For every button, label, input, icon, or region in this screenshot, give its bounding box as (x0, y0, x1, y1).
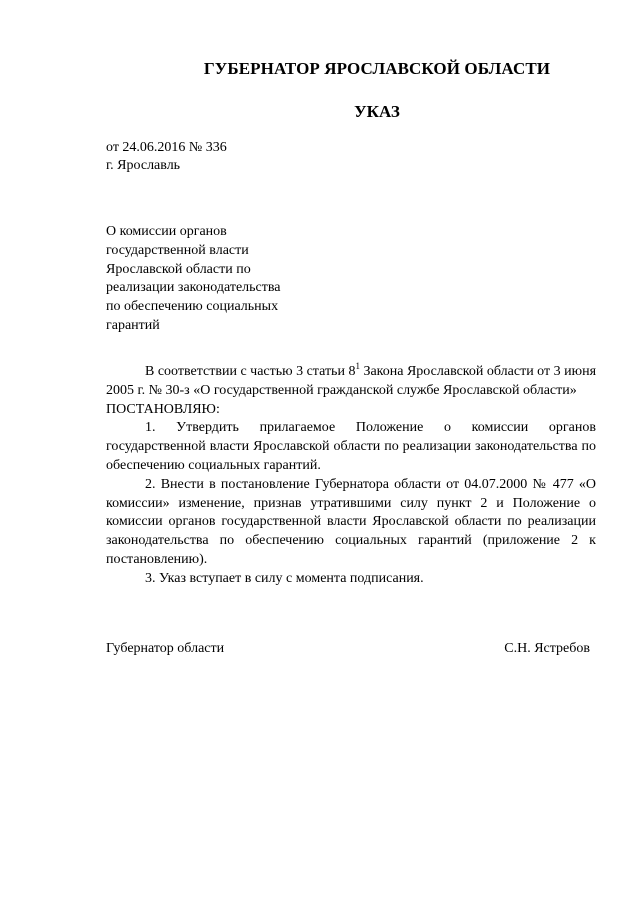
decree-item-1: 1. Утвердить прилагаемое Положение о комиссии органов государственной власти Ярославской области по реализации законодательства по обеспечению социальных гарантий. (106, 420, 596, 473)
document-subject (106, 223, 281, 336)
date-number: от 24.06.2016 № 336 (106, 140, 227, 155)
document-type: УКАЗ (354, 102, 400, 121)
subject-line: О комиссии органов (106, 224, 227, 239)
decree-item-3: 3. Указ вступает в силу с момента подписания. (145, 570, 424, 586)
subject-line: по обеспечению социальных (106, 299, 279, 315)
preamble-text: В соответствии с частью 3 статьи 8 (145, 364, 356, 379)
preamble-text-continued: Закона Ярославской области от 3 июня 2005 г. № 30-з «О государственной гражданской службе Ярославской области» (106, 364, 597, 398)
subject-line: Ярославской области по (106, 261, 251, 277)
subject-line: гарантий (106, 317, 160, 333)
subject-line: государственной власти (106, 242, 249, 258)
decree-item-2: 2. Внести в постановление Губернатора области от 04.07.2000 № 477 «О комиссии» изменение, признав утратившими силу пункт 2 и Положение о комиссии органов государственной власти Ярославской области по реализации законодательства по обеспечению социальных гарантий (приложение 2 к постановлению). (106, 476, 596, 567)
resolve-word: ПОСТАНОВЛЯЮ: (106, 401, 220, 417)
signatory-position: Губернатор области (106, 641, 225, 656)
issuer-title: ГУБЕРНАТОР ЯРОСЛАВСКОЙ ОБЛАСТИ (203, 59, 551, 78)
signatory-name: С.Н. Ястребов (504, 641, 590, 656)
article-superscript: 1 (355, 361, 360, 371)
preamble-paragraph (106, 363, 596, 401)
subject-line: реализации законодательства (106, 280, 281, 296)
city: г. Ярославль (106, 158, 181, 173)
document-body (106, 363, 596, 589)
document-meta (106, 139, 227, 175)
